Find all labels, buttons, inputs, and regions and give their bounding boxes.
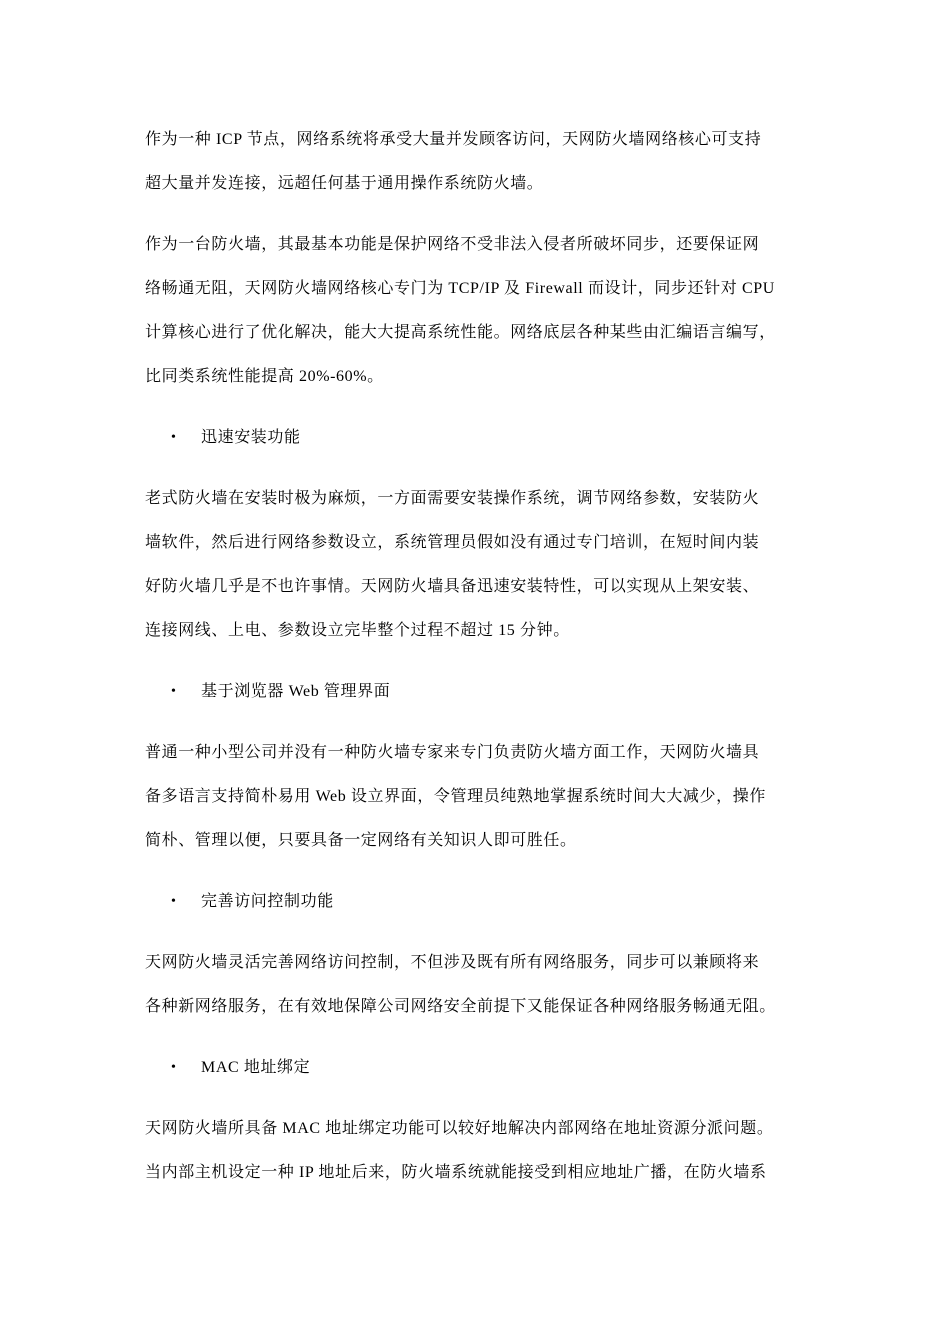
paragraph-quick-install — [145, 477, 810, 653]
text-line: 计算核心进行了优化解决，能大大提高系统性能。网络底层各种某些由汇编语言编写， — [145, 324, 776, 341]
text-line: 络畅通无阻，天网防火墙网络核心专门为 TCP/IP 及 Firewall 而设计，同步还针对 CPU — [145, 280, 775, 297]
bullet-icon: • — [171, 1060, 177, 1075]
text-line: 各种新网络服务，在有效地保障公司网络安全前提下又能保证各种网络服务畅通无阻。 — [145, 998, 776, 1015]
bullet-heading-quick-install — [145, 416, 810, 460]
bullet-heading-text: 基于浏览器 Web 管理界面 — [201, 683, 391, 700]
paragraph-icp-node — [145, 118, 810, 206]
document-page — [145, 118, 810, 1212]
text-line: 作为一种 ICP 节点，网络系统将承受大量并发顾客访问，天网防火墙网络核心可支持 — [145, 131, 762, 148]
text-line: 简朴、管理以便，只要具备一定网络有关知识人即可胜任。 — [145, 832, 577, 849]
text-line: 作为一台防火墙，其最基本功能是保护网络不受非法入侵者所破坏同步，还要保证网 — [145, 236, 760, 253]
bullet-heading-access-control — [145, 880, 810, 924]
paragraph-firewall-core — [145, 223, 810, 399]
bullet-heading-text: MAC 地址绑定 — [201, 1059, 311, 1076]
bullet-heading-text: 迅速安装功能 — [201, 429, 301, 446]
text-line: 普通一种小型公司并没有一种防火墙专家来专门负责防火墙方面工作，天网防火墙具 — [145, 744, 760, 761]
text-line: 当内部主机设定一种 IP 地址后来，防火墙系统就能接受到相应地址广播，在防火墙系 — [145, 1164, 767, 1181]
text-line: 超大量并发连接，远超任何基于通用操作系统防火墙。 — [145, 175, 544, 192]
text-line: 天网防火墙灵活完善网络访问控制，不但涉及既有所有网络服务，同步可以兼顾将来 — [145, 954, 760, 971]
text-line: 墙软件，然后进行网络参数设立，系统管理员假如没有通过专门培训，在短时间内装 — [145, 534, 760, 551]
text-line: 天网防火墙所具备 MAC 地址绑定功能可以较好地解决内部网络在地址资源分派问题。 — [145, 1120, 774, 1137]
bullet-icon: • — [171, 684, 177, 699]
paragraph-mac-binding — [145, 1107, 810, 1195]
bullet-heading-web-management — [145, 670, 810, 714]
text-line: 连接网线、上电、参数设立完毕整个过程不超过 15 分钟。 — [145, 622, 570, 639]
text-line: 老式防火墙在安装时极为麻烦，一方面需要安装操作系统，调节网络参数，安装防火 — [145, 490, 760, 507]
paragraph-access-control — [145, 941, 810, 1029]
text-line: 好防火墙几乎是不也许事情。天网防火墙具备迅速安装特性，可以实现从上架安装、 — [145, 578, 760, 595]
bullet-heading-mac-binding — [145, 1046, 810, 1090]
paragraph-web-management — [145, 731, 810, 863]
bullet-icon: • — [171, 430, 177, 445]
text-line: 备多语言支持简朴易用 Web 设立界面，令管理员纯熟地掌握系统时间大大减少，操作 — [145, 788, 766, 805]
text-line: 比同类系统性能提高 20%-60%。 — [145, 368, 384, 385]
bullet-icon: • — [171, 894, 177, 909]
bullet-heading-text: 完善访问控制功能 — [201, 893, 334, 910]
